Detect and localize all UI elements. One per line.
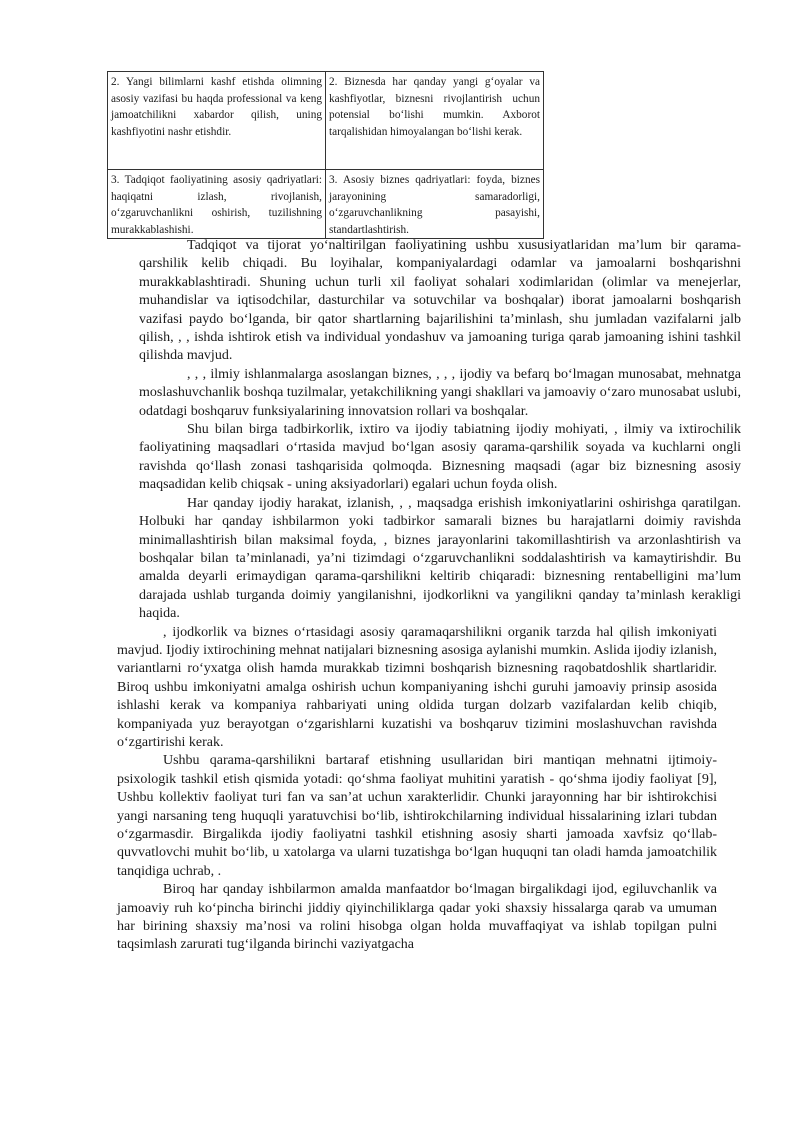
table-cell-science-2: 2. Yangi bilimlarni kashf etishda olimning asosiy vazifasi bu haqda professional va keng jamoatchilikni xabardor qilish, uning kashfiyotini nashr etishdir. — [108, 72, 326, 170]
paragraph: Har qanday ijodiy harakat, izlanish, , , maqsadga erishish imkoniyatlarini oshirishga qaratilgan. Holbuki har qanday ishbilarmon yoki tadbirkor samarali biznes bu harajatlarni doimiy ravishda minimallashtirish bilan maksimal foyda, , biznes jarayonlarini takomillashtirish va arzonlashtirish va boshqalar bilan ta’minlanadi, ya’ni tizimdagi o‘zgaruvchanlikni soddalashtirish va kamaytirishdir. Bu amalda deyarli erimaydigan qarama-qarshilikni keltirib chiqaradi: biznesning rentabelligini ma’lum darajada ushlab turganda doimiy yangilanishni, ijodkorlikni va yangilikni qanday ta’minlash kerakligi haqida. — [139, 495, 741, 622]
document-body — [117, 237, 741, 955]
paragraph: Shu bilan birga tadbirkorlik, ixtiro va ijodiy tabiatning ijodiy mohiyati, , ilmiy va ixtirochilik faoliyatining maqsadlari o‘rtasida mavjud bo‘lgan asosiy qarama-qarshilik soyada va kuchlarni ongli ravishda qo‘llash zonasi tashqarisida qolmoqda. Biznesning maqsadi (agar biz biznesning asosiy maqsadidan kelib chiqsak - uning aksiyadorlari) egalari uchun foyda olish. — [139, 422, 741, 493]
paragraph: Tadqiqot va tijorat yo‘naltirilgan faoliyatining ushbu xususiyatlaridan ma’lum bir qarama-qarshilik kelib chiqadi. Bu loyihalar, kompaniyalardagi odamlar va jamoalarni boshqarishni murakkablashtiradi. Shuning uchun turli xil faoliyat sohalari xodimlaridan (olimlar va menejerlar, muhandislar va iqtisodchilar, dasturchilar va sotuvchilar va boshqalar) iborat jamoalarni boshqarish vazifasi paydo bo‘lganda, bir qator shartlarning bajarilishini ta’minlash, shu jumladan vazifalarni jalb qilish, , , ishda ishtirok etish va individual yondashuv va jamoaning turiga qarab jamoaning ishini tashkil qilishda mavjud. — [139, 238, 741, 364]
paragraph: Biroq har qanday ishbilarmon amalda manfaatdor bo‘lmagan birgalikdagi ijod, egiluvchanlik va jamoaviy ruh ko‘pincha birinchi jiddiy qiyinchiliklarga qadar yoki shaxsiy hissalarga qarab va umuman har birining shaxsiy ma’nosi va rolini hisobga olgan holda muvaffaqiyat va ishlab topilgan pulni taqsimlash zarurati tug‘ilganda birinchi vaziyatgacha — [117, 882, 717, 953]
paragraph: Ushbu qarama-qarshilikni bartaraf etishning usullaridan biri mantiqan mehnatni ijtimoiy-psixologik tashkil etish qismida yotadi: qo‘shma faoliyat muhitini yaratish - qo‘shma ijodiy faoliyat [9], Ushbu kollektiv faoliyat turi fan va san’at uchun xarakterlidir. Chunki jarayonning har bir ishtirokchisi yangi narsaning teng huquqli yaratuvchisi bo‘lib, ishtirokchilarning individual hissalarining izlari tubdan o‘zgarmasdir. Birgalikda ijodiy faoliyatni tashkil etishning asosiy sharti jamoada xavfsiz qo‘llab-quvvatlovchi muhit bo‘lib, u xatolarga va ularni tuzatishga bo‘lgan huquqni tan oladi hamda jamoatchilik tanqidiga uchrab, . — [117, 753, 717, 879]
table-row — [108, 72, 544, 170]
table-cell-business-3: 3. Asosiy biznes qadriyatlari: foyda, biznes jarayonining samaradorligi, o‘zgaruvchanlikning pasayishi, standartlashtirish. — [326, 170, 544, 239]
table-cell-business-2: 2. Biznesda har qanday yangi g‘oyalar va kashfiyotlar, biznesni rivojlantirish uchun potensial bo‘lishi mumkin. Axborot tarqalishidan himoyalangan bo‘lishi kerak. — [326, 72, 544, 170]
comparison-table — [107, 71, 544, 239]
table-cell-science-3: 3. Tadqiqot faoliyatining asosiy qadriyatlari: haqiqatni izlash, rivojlanish, o‘zgaruvchanlikni oshirish, tuzilishning murakkablashishi. — [108, 170, 326, 239]
paragraph: , ijodkorlik va biznes o‘rtasidagi asosiy qaramaqarshilikni organik tarzda hal qilish imkoniyati mavjud. Ijodiy ixtirochining mehnat natijalari biznesning asosiga aylanishi mumkin. Aslida ijodiy izlanish, variantlarni ro‘yxatga olish hamda murakkab tizimni boshqarish biznesning raqobatdoshlik shartlaridir. Biroq ushbu imkoniyatni amalga oshirish uchun kompaniyaning ishchi guruhi jamoaviy prinsip asosida ishlashi kerak va kompaniya rahbariyati uning oldida turgan dolzarb vazifalardan kelib chiqib, kompaniyada yuz berayotgan o‘zgarishlarni kuzatishi va boshqaruv tizimini moslashuvchan ravishda o‘zgartirishi kerak. — [117, 624, 717, 750]
table-row — [108, 170, 544, 239]
paragraph: , , , ilmiy ishlanmalarga asoslangan biznes, , , , ijodiy va befarq bo‘lmagan munosabat, mehnatga moslashuvchanlik boshqa tuzilmalar, yetakchilikning yangi shakllari va jamoaviy o‘zaro munosabat uslubi, odatdagi boshqaruv funksiyalarining innovatsion rollari va boshqalar. — [139, 366, 741, 419]
